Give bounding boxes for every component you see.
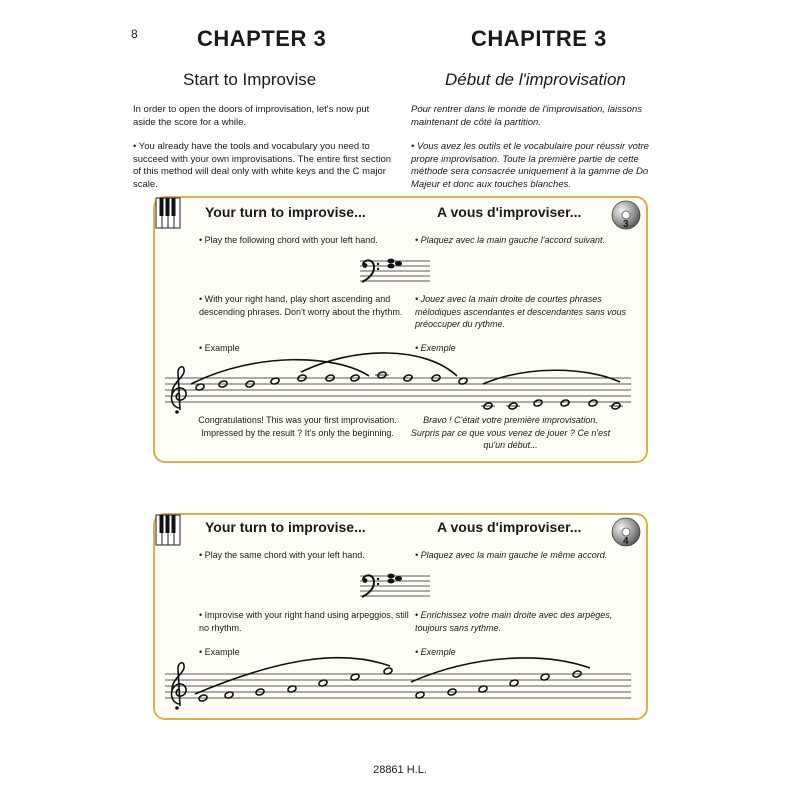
box1-title-en: Your turn to improvise... xyxy=(205,204,366,220)
subtitle-en: Start to Improvise xyxy=(183,70,317,89)
box1-title-fr: A vous d'improviser... xyxy=(437,204,582,220)
intro-fr-paragraph: Pour rentrer dans le monde de l'improvisation, laissons maintenant de côté la partition. xyxy=(411,104,642,128)
box2-step1-fr: • Plaquez avec la main gauche le même accord. xyxy=(415,550,608,560)
piano-keys-icon xyxy=(156,515,180,545)
box2-step2-en: • Improvise with your right hand using arpeggios, still no rhythm. xyxy=(199,610,409,633)
box1-closing-en: Congratulations! This was your first improvisation. Impressed by the result ? It's only the beginning. xyxy=(198,415,397,438)
page-number: 8 xyxy=(131,27,138,41)
whole-note-icon xyxy=(533,399,543,407)
bass-clef-chord xyxy=(360,571,432,601)
box2-step2-fr: • Enrichissez votre main droite avec des arpèges, toujours sans rythme. xyxy=(415,610,613,633)
subtitle-fr: Début de l'improvisation xyxy=(445,70,626,89)
whole-note-icon xyxy=(588,399,598,407)
piano-keys-icon xyxy=(156,198,180,228)
box1-example-fr: • Exemple xyxy=(415,343,456,353)
chord-notes xyxy=(387,259,402,269)
treble-staff-example-1 xyxy=(165,350,635,420)
box2-title-en: Your turn to improvise... xyxy=(205,519,366,535)
box2-track-number: 4 xyxy=(623,536,629,547)
box2-step1-en: • Play the same chord with your left hand. xyxy=(199,550,365,560)
box2-example-en: • Example xyxy=(199,647,240,657)
chapter-title-fr: CHAPITRE 3 xyxy=(471,26,607,51)
treble-staff-example-2 xyxy=(165,650,635,715)
box1-step1-fr: • Plaquez avec la main gauche l'accord suivant. xyxy=(415,235,605,245)
box2-example-fr: • Exemple xyxy=(415,647,456,657)
whole-note-icon xyxy=(481,402,495,410)
box1-step2-en: • With your right hand, play short ascending and descending phrases. Don't worry about the rhythm. xyxy=(199,294,403,317)
chapter-title-en: CHAPTER 3 xyxy=(197,26,327,51)
box1-track-number: 3 xyxy=(623,219,629,230)
box1-example-en: • Example xyxy=(199,343,240,353)
intro-en xyxy=(133,104,393,204)
box1-step2-fr: • Jouez avec la main droite de courtes phrases mélodiques ascendantes et descendantes sans vous préoccuper du rythme. xyxy=(415,294,627,329)
intro-en-paragraph: • You already have the tools and vocabulary you need to succeed with your own improvisations. The entire first section of this method will deal only with white keys and the C major scale. xyxy=(133,141,392,190)
whole-note-icon xyxy=(560,399,570,407)
chord-notes xyxy=(387,574,402,584)
whole-note-icon xyxy=(506,402,520,410)
intro-fr-paragraph: • Vous avez les outils et le vocabulaire pour réussir votre propre improvisation. Toute la première partie de cette méthode sera consacrée uniquement à la gamme de Do Majeur et donc aux touches blanches. xyxy=(411,141,649,190)
box1-step1-en: • Play the following chord with your left hand. xyxy=(199,235,378,245)
intro-en-paragraph: In order to open the doors of improvisation, let's now put aside the score for a while. xyxy=(133,104,370,128)
intro-fr xyxy=(411,104,671,204)
bass-clef-chord xyxy=(360,256,432,286)
footer-reference: 28861 H.L. xyxy=(373,764,427,776)
box1-closing-fr: Bravo ! C'était votre première improvisation. Surpris par ce que vous venez de jouer ? Ce n'est qu'un début... xyxy=(410,415,611,450)
whole-note-icon xyxy=(609,402,623,410)
box2-title-fr: A vous d'improviser... xyxy=(437,519,582,535)
